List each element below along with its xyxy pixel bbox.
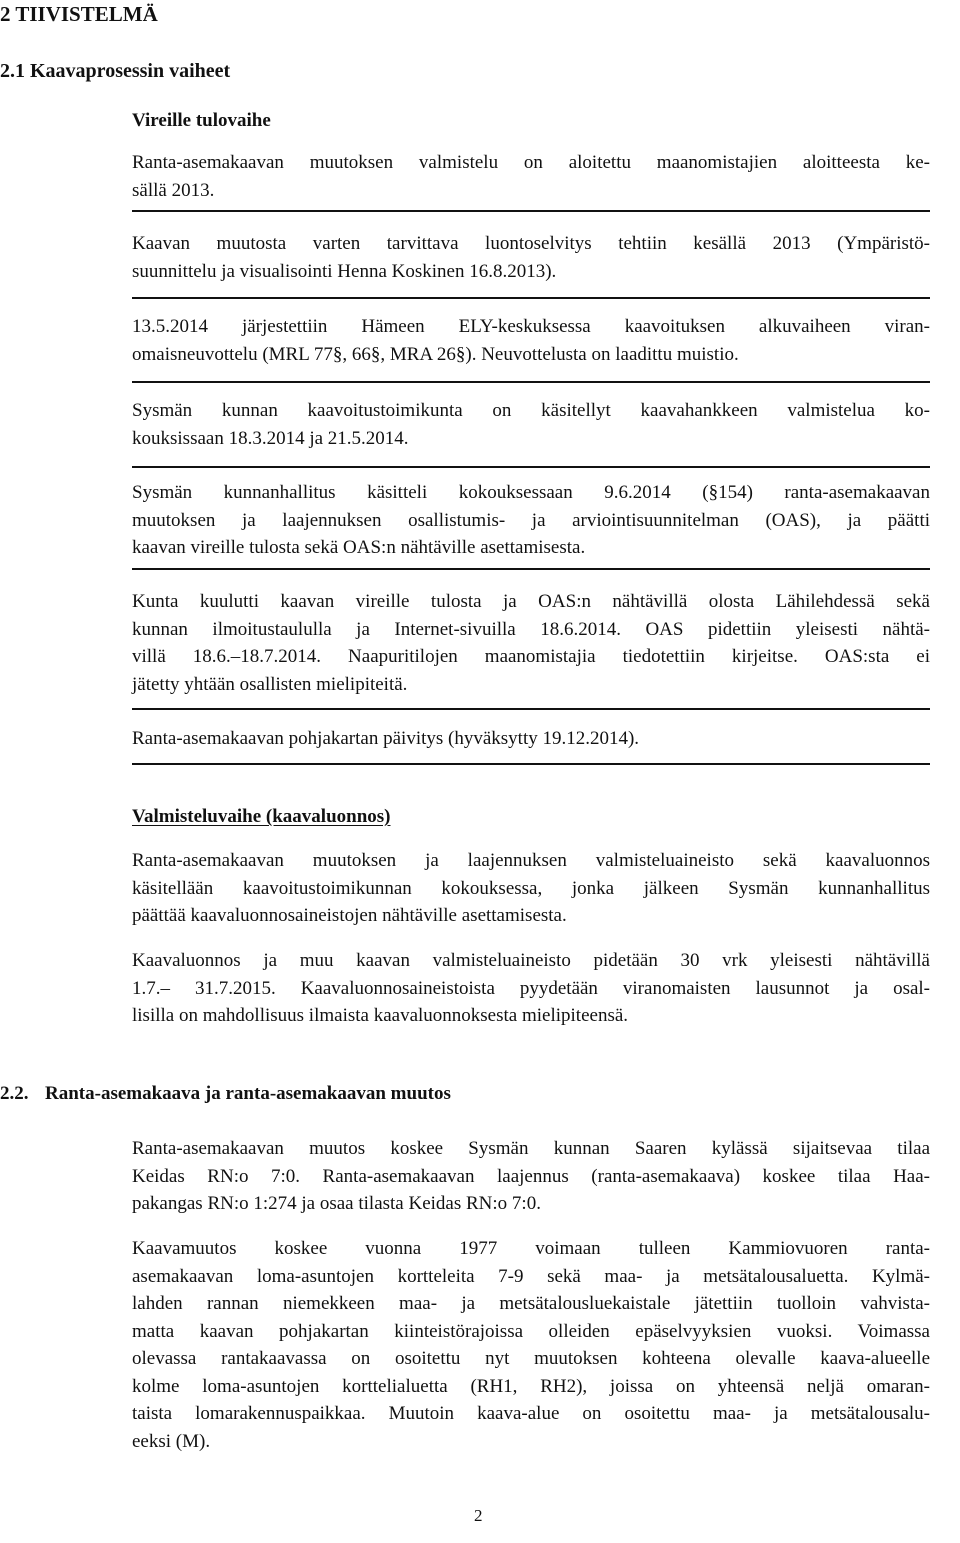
text-line: käsitellään kaavoitustoimikunnan kokouksessa, jonka jälkeen Sysmän kunnanhallitus [132,877,930,899]
separator-line [132,297,930,299]
text-line: Keidas RN:o 7:0. Ranta-asemakaavan laajennus (ranta-asemakaava) koskee tilaa Haa- [132,1165,930,1187]
vireille-paragraph-3 [132,313,930,368]
text-line: kolme loma-asuntojen korttelialuetta (RH1, RH2), joissa on yhteensä neljä omaran- [132,1375,930,1397]
text-line: omaisneuvottelu (MRL 77§, 66§, MRA 26§). Neuvottelusta on laadittu muistio. [132,343,739,365]
vireille-heading: Vireille tulovaihe [132,110,271,131]
text-line: olevassa rantakaavassa on osoitettu nyt muutoksen kohteena olevalle kaava-alueelle [132,1348,930,1369]
text-line: muutoksen ja laajennuksen osallistumis- ja arviointisuunnitelman (OAS), ja päätti [132,509,930,531]
text-line: Ranta-asemakaavan muutoksen valmistelu on aloitettu maanomistajien aloitteesta ke- [132,152,930,173]
vireille-paragraph-6 [132,588,930,698]
text-line: jätetty yhtään osallisten mielipiteitä. [132,673,408,695]
text-line: pakangas RN:o 1:274 ja osaa tilasta Keidas RN:o 7:0. [132,1193,541,1214]
separator-line [132,708,930,710]
valmistelu-heading: Valmisteluvaihe (kaavaluonnos) [132,806,391,827]
section-2-1-heading: 2.1 Kaavaprosessin vaiheet [0,60,231,82]
separator-line [132,210,930,212]
text-line: Kunta kuulutti kaavan vireille tulosta ja OAS:n nähtävillä olosta Lähilehdessä sekä [132,591,930,612]
valmistelu-paragraph-1 [132,847,930,930]
text-line: lahden rannan niemekkeen maa- ja metsätalousluekaistale jätettiin tuolloin vahvista- [132,1293,930,1314]
separator-line [132,568,930,570]
separator-line [132,381,930,383]
vireille-paragraph-1 [132,149,930,204]
text-line: Kaavaluonnos ja muu kaavan valmisteluaineisto pidetään 30 vrk yleisesti nähtävillä [132,950,930,971]
section-2-2-paragraph-2 [132,1235,930,1455]
text-line: Kaavamuutos koskee vuonna 1977 voimaan tulleen Kammiovuoren ranta- [132,1238,930,1259]
text-line: eeksi (M). [132,1430,211,1452]
text-line: Ranta-asemakaavan muutoksen ja laajennuksen valmisteluaineisto sekä kaavaluonnos [132,850,930,871]
text-line: matta kaavan pohjakartan kiinteistörajoissa olleiden epäselvyyksien vuoksi. Voimassa [132,1320,930,1342]
text-line: sällä 2013. [132,179,215,201]
vireille-paragraph-7 [132,725,930,753]
text-line: Kaavan muutosta varten tarvittava luontoselvitys tehtiin kesällä 2013 (Ympäristö- [132,233,930,254]
text-line: 13.5.2014 järjestettiin Hämeen ELY-keskuksessa kaavoituksen alkuvaiheen viran- [132,316,930,337]
text-line: päättää kaavaluonnosaineistojen nähtäville asettamisesta. [132,905,567,926]
section-2-2-paragraph-1 [132,1135,930,1218]
page-number: 2 [474,1506,483,1525]
text-line: kunnan ilmoitustaululla ja Internet-sivuilla 18.6.2014. OAS pidettiin yleisesti nähtä- [132,618,930,640]
valmistelu-paragraph-2 [132,947,930,1030]
text-line: villä 18.6.–18.7.2014. Naapuritilojen maanomistajia tiedotettiin kirjeitse. OAS:sta ei [132,646,930,667]
text-line: Ranta-asemakaavan muutos koskee Sysmän kunnan Saaren kylässä sijaitsevaa tilaa [132,1138,930,1159]
vireille-paragraph-2 [132,230,930,285]
text-line: Ranta-asemakaavan pohjakartan päivitys (hyväksytty 19.12.2014). [132,728,640,749]
vireille-paragraph-4 [132,397,930,452]
text-line: asemakaavan loma-asuntojen kortteleita 7-9 sekä maa- ja metsätalousaluetta. Kylmä- [132,1265,930,1287]
section-2-2-heading: Ranta-asemakaava ja ranta-asemakaavan muutos [45,1083,451,1104]
text-line: Sysmän kunnanhallitus käsitteli kokouksessaan 9.6.2014 (§154) ranta-asemakaavan [132,482,930,503]
separator-line [132,763,930,765]
text-line: taista lomarakennuspaikkaa. Muutoin kaava-alue on osoitettu maa- ja metsätalousalu- [132,1403,930,1424]
text-line: suunnittelu ja visualisointi Henna Koskinen 16.8.2013). [132,260,557,282]
vireille-paragraph-5 [132,479,930,562]
text-line: Sysmän kunnan kaavoitustoimikunta on käsitellyt kaavahankkeen valmistelua ko- [132,400,930,421]
main-heading: 2 TIIVISTELMÄ [0,2,158,26]
text-line: kaavan vireille tulosta sekä OAS:n nähtäville asettamisesta. [132,537,586,558]
separator-line [132,466,930,468]
text-line: 1.7.– 31.7.2015. Kaavaluonnosaineistoista pyydetään viranomaisten lausunnot ja osal- [132,977,930,999]
text-line: lisilla on mahdollisuus ilmaista kaavaluonnoksesta mielipiteensä. [132,1005,629,1026]
section-2-2-number: 2.2. [0,1083,29,1104]
text-line: kouksissaan 18.3.2014 ja 21.5.2014. [132,427,409,449]
